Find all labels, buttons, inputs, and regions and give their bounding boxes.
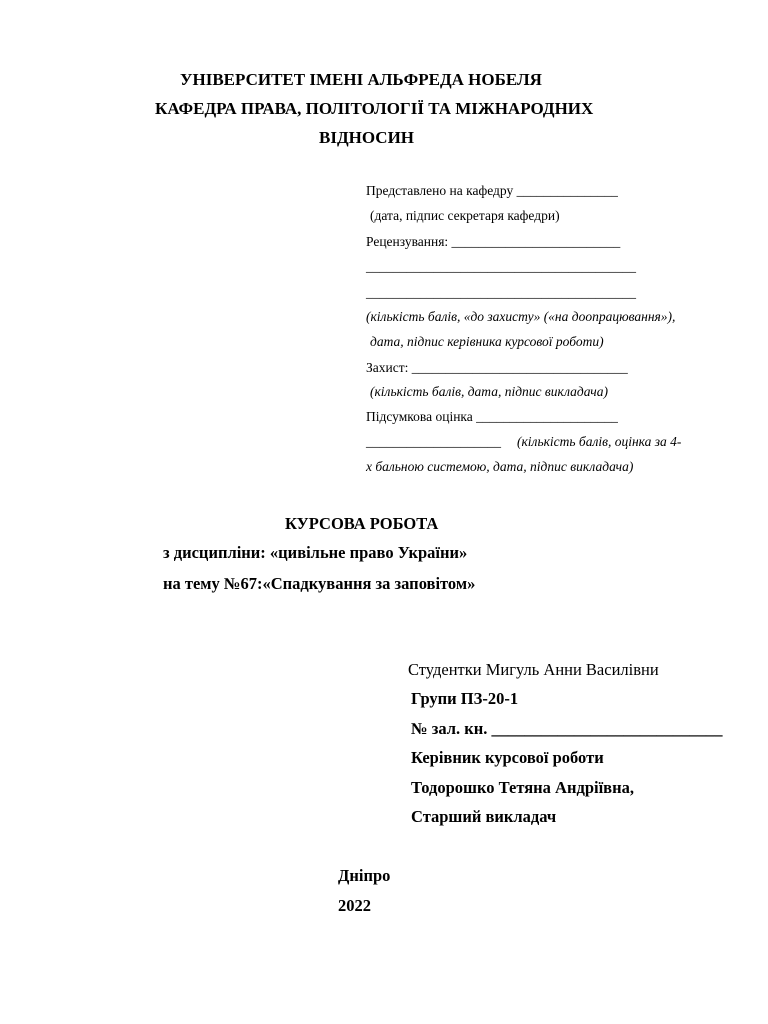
- final-grade-note-1: (кількість балів, оцінка за 4-: [517, 434, 682, 449]
- presented-to-department: Представлено на кафедру _______________: [366, 183, 618, 198]
- discipline-line: з дисципліни: «цивільне право України»: [163, 543, 468, 562]
- supervisor-label: Керівник курсової роботи: [411, 748, 604, 767]
- review-note-2: дата, підпис керівника курсової роботи): [370, 334, 604, 349]
- presented-note: (дата, підпис секретаря кафедри): [370, 208, 560, 223]
- review-line: Рецензування: _________________________: [366, 234, 621, 249]
- year: 2022: [338, 896, 371, 915]
- review-note-1: (кількість балів, «до захисту» («на доопрацювання»),: [366, 309, 676, 324]
- document-type-heading: КУРСОВА РОБОТА: [285, 514, 439, 533]
- topic-line: [163, 576, 475, 593]
- topic-text: на тему №67:«Спадкування за заповітом»: [163, 574, 476, 593]
- review-blank-line-2: ________________________________________: [366, 285, 636, 300]
- review-blank-line-1: ________________________________________: [366, 259, 636, 274]
- student-group: Групи ПЗ-20-1: [411, 689, 519, 708]
- university-name: УНІВЕРСИТЕТ ІМЕНІ АЛЬФРЕДА НОБЕЛЯ: [180, 70, 542, 89]
- supervisor-title: Старший викладач: [411, 807, 557, 826]
- final-grade-note-2: х бальною системою, дата, підпис викладача): [366, 459, 634, 474]
- final-grade-blank: ____________________: [366, 434, 501, 449]
- city: Дніпро: [338, 866, 391, 885]
- final-grade-line: Підсумкова оцінка _____________________: [366, 409, 618, 424]
- department-name-line1: КАФЕДРА ПРАВА, ПОЛІТОЛОГІЇ ТА МІЖНАРОДНИХ: [155, 99, 594, 118]
- supervisor-name: Тодорошко Тетяна Андріївна,: [411, 778, 634, 797]
- department-name-line2: ВІДНОСИН: [319, 128, 415, 147]
- record-book-number: № зал. кн. ____________________________: [411, 719, 723, 738]
- defense-line: Захист: ________________________________: [366, 360, 628, 375]
- student-name: Студентки Мигуль Анни Василівни: [408, 660, 659, 679]
- defense-note: (кількість балів, дата, підпис викладача): [370, 384, 608, 399]
